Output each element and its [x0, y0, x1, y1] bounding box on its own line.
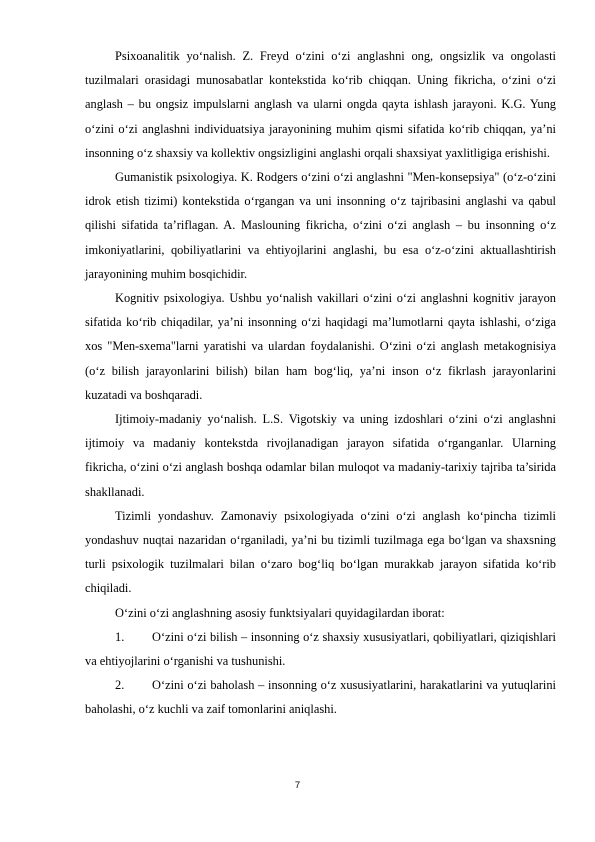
paragraph-systemic: Tizimli yondashuv. Zamonaviy psixologiyada oʻzini oʻzi anglash koʻpincha tizimli yondashuv nuqtai nazaridan oʻrganiladi, ya’ni bu tizimli tuzilmaga ega boʻlgan va shaxsning turli psixologik tuzilmalari bilan oʻzaro bogʻliq boʻlgan murakkab jarayon sifatida koʻrib chiqiladi. [85, 508, 556, 596]
paragraph-psychoanalytic: Psixoanalitik yoʻnalish. Z. Freyd oʻzini oʻzi anglashni ong, ongsizlik va ongolasti tuzilmalari orasidagi munosabatlar kontekstida koʻrib chiqqan. Uning fikricha, oʻzini oʻzi anglash – bu ongsiz impulslarni anglash va ularni ongda qayta ishlash jarayoni. K.G. Yung oʻzini oʻzi anglashni individuatsiya jarayonining muhim qismi sifatida koʻrib chiqqan, ya’ni insonning oʻz shaxsiy va kollektiv ongsizligini anglashi orqali shaxsiyat yaxlitligiga erishishi. [85, 49, 556, 160]
list-item [85, 673, 556, 721]
paragraph-humanistic: Gumanistik psixologiya. K. Rodgers oʻzini oʻzi anglashni "Men-konsepsiya" (oʻz-oʻzini idrok etish tizimi) kontekstida oʻrgangan va uni insonning oʻz tajribasini anglashi va qabul qilishi sifatida ta’riflagan. A. Maslouning fikricha, oʻzini oʻzi anglash – bu insonning oʻz imkoniyatlarini, qobiliyatlarini va ehtiyojlarini anglashi, bu esa oʻz-oʻzini aktuallashtirish jarayonining muhim bosqichidir. [85, 170, 556, 281]
list-item-number: 1. [115, 629, 125, 644]
document-page [85, 44, 556, 722]
list-item-number: 2. [115, 678, 125, 693]
list-item [85, 625, 556, 673]
page-number: 7 [294, 780, 301, 791]
paragraph-cognitive: Kognitiv psixologiya. Ushbu yoʻnalish vakillari oʻzini oʻzi anglashni kognitiv jarayon sifatida koʻrib chiqadilar, ya’ni insonning oʻzi haqidagi ma’lumotlarni qayta ishlashi, oʻziga xos "Men-sxema"larni yaratishi va ulardan foydalanishi. Oʻzini oʻzi anglash metakognisiya (oʻz bilish jarayonlarini bilish) bilan ham bogʻliq, ya’ni inson oʻz fikrlash jarayonlarini kuzatadi va boshqaradi. [85, 291, 556, 402]
paragraph-functions-intro: Oʻzini oʻzi anglashning asosiy funktsiyalari quyidagilardan iborat: [115, 605, 445, 620]
paragraph-sociocultural: Ijtimoiy-madaniy yoʻnalish. L.S. Vigotskiy va uning izdoshlari oʻzini oʻzi anglashni ijtimoiy va madaniy kontekstda rivojlanadigan jarayon sifatida oʻrganganlar. Ularning fikricha, oʻzini oʻzi anglash boshqa odamlar bilan muloqot va madaniy-tarixiy tajriba ta’sirida shakllanadi. [85, 412, 556, 499]
list-item-text: Oʻzini oʻzi bilish – insonning oʻz shaxsiy xususiyatlari, qobiliyatlari, qiziqishlari va ehtiyojlarini oʻrganishi va tushunishi. [85, 629, 556, 669]
list-item-text: Oʻzini oʻzi baholash – insonning oʻz xususiyatlarini, harakatlarini va yutuqlarini baholashi, oʻz kuchli va zaif tomonlarini aniqlashi. [85, 678, 556, 717]
